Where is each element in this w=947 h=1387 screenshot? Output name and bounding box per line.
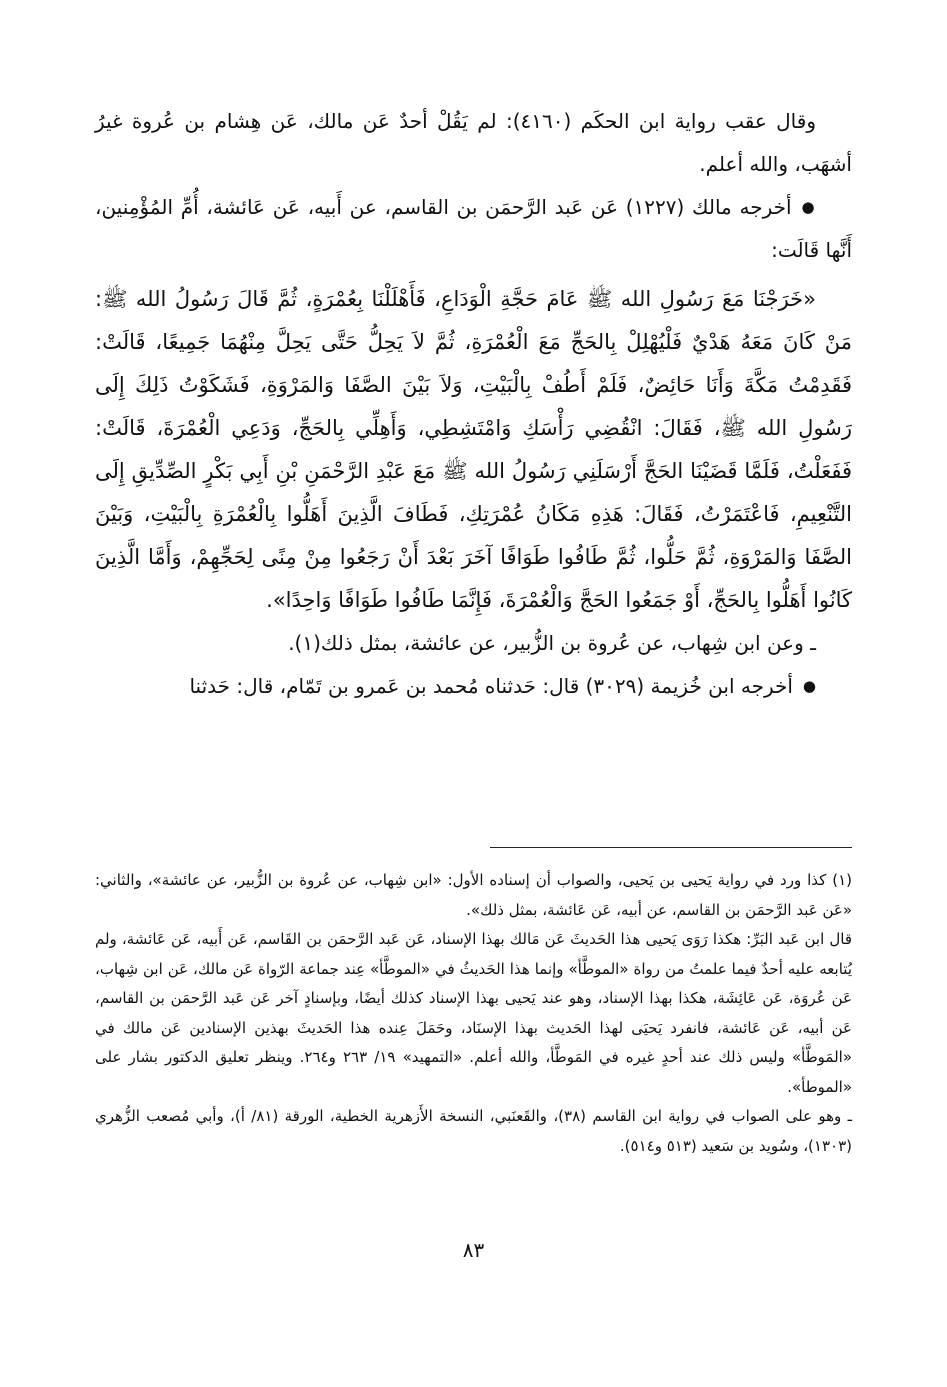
page-number: ٨٣	[462, 1238, 485, 1262]
paragraph-commentary: وقال عقب رواية ابن الحكَم (٤١٦٠): لم يَقُلْ أحدٌ عَن مالك، عَن هِشام بن عُروة غيرُ أشهَب، والله أعلم.	[95, 109, 852, 176]
hadith-text: «خَرَجْنَا مَعَ رَسُولِ الله ﷺ عَامَ حَجَّةِ الْوَدَاعِ، فَأَهْلَلْنَا بِعُمْرَةٍ، ثُمَّ قَالَ رَسُولُ الله ﷺ: مَنْ كَانَ مَعَهُ هَدْيٌ فَلْيُهْلِلْ بِالحَجِّ مَعَ الْعُمْرَةِ، ثُمَّ لاَ يَحِلُّ حَتَّى يَحِلَّ مِنْهُمَا جَمِيعًا، قَالَتْ: فَقَدِمْتُ مَكَّةَ وَأَنَا حَائِضٌ، فَلَمْ أَطُفْ بِالْبَيْتِ، وَلاَ بَيْنَ الصَّفَا وَالمَرْوَةِ، فَشَكَوْتُ ذَلِكَ إِلَى رَسُولِ الله ﷺ، فَقَالَ: انْقُضِي رَأْسَكِ وَامْتَشِطِي، وَأَهِلِّي بِالحَجِّ، وَدَعِي الْعُمْرَةَ، قَالَتْ: فَفَعَلْتُ، فَلَمَّا قَضَيْنَا الحَجَّ أَرْسَلَنِي رَسُولُ الله ﷺ مَعَ عَبْدِ الرَّحْمَنِ بْنِ أَبِي بَكْرٍ الصِّدِّيقِ إِلَى التَّنْعِيمِ، فَاعْتَمَرْتُ، فَقَالَ: هَذِهِ مَكَانُ عُمْرَتِكِ، فَطَافَ الَّذِينَ أَهَلُّوا بِالْعُمْرَةِ بِالْبَيْتِ، وَبَيْنَ الصَّفَا وَالمَرْوَةِ، ثُمَّ حَلُّوا، ثُمَّ طَافُوا طَوَافًا آخَرَ بَعْدَ أَنْ رَجَعُوا مِنْ مِنًى لِحَجِّهِمْ، وَأَمَّا الَّذِينَ كَانُوا أَهَلُّوا بِالحَجِّ، أَوْ جَمَعُوا الحَجَّ وَالْعُمْرَةَ، فَإِنَّمَا طَافُوا طَوَافًا وَاحِدًا».	[95, 287, 852, 612]
footnote-1: (١) كذا ورد في رواية يَحيى بن يَحيى، والصواب أن إسناده الأول: «ابن شِهاب، عن عُروة بن الزُّبير، عن عائشة»، والثاني: «عَن عَبد الرَّحمَن بن القاسم، عن أبيه، عَن عَائشة، بمثل ذلك».	[95, 871, 852, 919]
paragraph-ibn-shihab: ـ وعن ابن شِهاب، عن عُروة بن الزُّبير، عن عائشة، بمثل ذلك(١).	[288, 631, 816, 655]
footnote-separator	[490, 847, 852, 848]
main-text	[95, 100, 852, 708]
paragraph-takhrij-ibn-khuzaymah: ● أخرجه ابن خُزيمة (٣٠٢٩) قال: حَدثناه مُحمد بن عَمرو بن تَمّام، قال: حَدثنا	[95, 665, 852, 708]
footnote-ibn-abd-al-barr: قال ابن عَبد البَرِّ: هكذا رَوَى يَحيى هذا الحَديثَ عَن مَالك بهذا الإسناد، عَن عَبد الرَّحمَن بن القَاسم، عَن أَبيه، عَن عَائشة، ولم يُتابعه عليه أحدٌ فيما علمتُ من رواة «الموطَّأ» وإنما هذا الحَديثُ في «الموطَّأ» عِند جماعة الرّواة عَن مالك، عَن ابن شِهاب، عَن عُروَة، عَن عَائِشَة، هكذا بهذا الإسناد، وهو عند يَحيى بهذا الإسناد كذلك أيضًا، وبإسنادٍ آخر عَن عَبد الرَّحمَن بن القاسم، عَن أبيه، عَن عَائشة، فانفرد يَحيَى لهذا الحَديث بهذا الإسنَاد، وحَمَلَ عِنده هذا الحَديثَ بهذين الإسنادين عَن مالك في «المَوطَّأ» وليس ذلك عند أحدٍ غيره في المَوطَّأ، والله أعلم. «التمهيد» ١٩/ ٢٦٣ و٢٦٤. وينظر تعليق الدكتور بشار على «الموطأ».	[95, 930, 852, 1096]
footnote-correct-version: ـ وهو على الصواب في رواية ابن القاسم (٣٨)، والقَعنَبي، النسخة الأَزهرية الخطية، الورقة (٨١/ أ)، وأبي مُصعب الزُّهري (١٣٠٣)، وسُويد بن سَعيد (٥١٣ و٥١٤).	[95, 1107, 852, 1155]
paragraph-takhrij-malik: ● أخرجه مالك (١٢٢٧) عَن عَبد الرَّحمَن بن القاسم، عن أَبيه، عَن عَائشة، أُمِّ المُؤْمِنين، أَنَّها قَالَت:	[95, 186, 852, 272]
footnotes	[95, 866, 852, 1161]
